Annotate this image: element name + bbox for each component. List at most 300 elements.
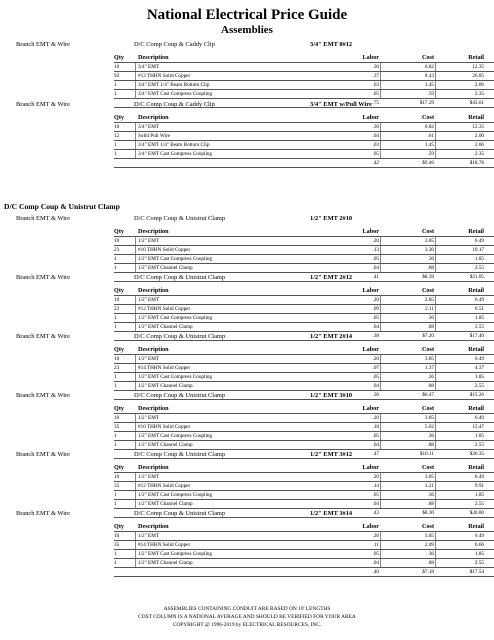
cell-cost: 3.85 — [424, 238, 434, 244]
cell-cost: .88 — [427, 324, 434, 330]
table-row — [114, 149, 494, 158]
cell-retail: 6.49 — [474, 356, 484, 362]
col-labor-header: Labor — [362, 523, 379, 530]
col-retail-header: Retail — [468, 464, 484, 471]
cell-retail: 6.51 — [474, 306, 484, 312]
cell-retail: 1.85 — [474, 433, 484, 439]
col-cost-header: Cost — [421, 287, 434, 294]
cell-cost: 3.85 — [424, 415, 434, 421]
column-divider — [380, 432, 381, 440]
column-divider — [435, 90, 436, 98]
cell-cost: .88 — [427, 265, 434, 271]
table-header-row — [114, 404, 494, 413]
column-divider — [380, 123, 381, 131]
col-cost-header: Cost — [421, 54, 434, 61]
column-divider — [135, 305, 136, 313]
cell-description: 3/4" EMT Cast Compress Coupling — [138, 91, 213, 97]
column-divider — [380, 255, 381, 263]
col-retail-header: Retail — [468, 346, 484, 353]
table-row — [114, 381, 494, 390]
column-divider — [435, 132, 436, 140]
cell-qty: 10 — [114, 238, 120, 244]
cell-retail: 2.00 — [474, 133, 484, 139]
cell-cost: 5.02 — [424, 424, 434, 430]
col-description-header: Description — [138, 523, 169, 530]
total-retail: $20.80 — [469, 510, 484, 516]
table-row — [114, 490, 494, 499]
total-labor: .36 — [372, 392, 379, 398]
total-retail: $15.26 — [469, 392, 484, 398]
cell-labor: .18 — [372, 424, 379, 430]
column-divider — [380, 323, 381, 331]
col-retail-header: Retail — [468, 523, 484, 530]
cell-description: #12 THHN Solid Copper — [138, 483, 191, 489]
cell-description: #10 THHN Solid Copper — [138, 424, 191, 430]
cell-cost: 1.37 — [424, 365, 434, 371]
assembly-name: 1/2" EMT 2#12 — [310, 274, 353, 281]
cell-description: 1/2" EMT Cast Compress Coupling — [138, 374, 213, 380]
col-cost-header: Cost — [421, 114, 434, 121]
cell-qty: 1 — [114, 442, 117, 448]
cell-labor: .20 — [372, 238, 379, 244]
column-divider — [380, 491, 381, 499]
cell-retail: 2.55 — [474, 265, 484, 271]
cell-description: 3/4" EMT — [138, 64, 159, 70]
cell-labor: .05 — [372, 256, 379, 262]
assembly-method: D/C Comp Coup & Unistrut Clamp — [134, 274, 226, 281]
cell-cost: .36 — [427, 315, 434, 321]
cell-cost: 6.82 — [424, 64, 434, 70]
col-qty-header: Qty — [114, 54, 124, 61]
cell-retail: 6.49 — [474, 415, 484, 421]
assembly-category: Branch EMT & Wire — [16, 274, 70, 281]
column-divider — [380, 500, 381, 508]
col-qty-header: Qty — [114, 287, 124, 294]
assembly-category: Branch EMT & Wire — [16, 392, 70, 399]
col-description-header: Description — [138, 228, 169, 235]
cell-labor: .05 — [372, 492, 379, 498]
table-total-row — [114, 567, 494, 577]
cell-qty: 10 — [114, 474, 120, 480]
cell-cost: 3.85 — [424, 297, 434, 303]
column-divider — [135, 432, 136, 440]
table-row — [114, 236, 494, 245]
cell-retail: 6.66 — [474, 542, 484, 548]
cell-retail: 2.55 — [474, 560, 484, 566]
col-qty-header: Qty — [114, 405, 124, 412]
assembly-name: 1/2" EMT 3#10 — [310, 392, 353, 399]
cell-labor: .14 — [372, 483, 379, 489]
column-divider — [435, 541, 436, 549]
cell-qty: 10 — [114, 64, 120, 70]
col-labor-header: Labor — [362, 346, 379, 353]
cell-description: #12 THHN Solid Copper — [138, 73, 191, 79]
col-cost-header: Cost — [421, 405, 434, 412]
cell-cost: .36 — [427, 492, 434, 498]
total-cost: $17.29 — [419, 100, 434, 106]
table-header-row — [114, 345, 494, 354]
cell-retail: 6.49 — [474, 238, 484, 244]
column-divider — [135, 541, 136, 549]
cell-description: 1/2" EMT Channel Clamp — [138, 383, 193, 389]
cell-description: 3/4" EMT 1/4" Beam Bottom Clip — [138, 82, 210, 88]
cell-cost: 1.45 — [424, 142, 434, 148]
cell-retail: 2.06 — [474, 82, 484, 88]
cell-retail: 1.85 — [474, 492, 484, 498]
col-description-header: Description — [138, 114, 169, 121]
col-labor-header: Labor — [362, 114, 379, 121]
assembly-method: D/C Comp Coup & Unistrut Clamp — [134, 215, 226, 222]
cell-qty: 92 — [114, 73, 120, 79]
column-divider — [435, 81, 436, 89]
column-divider — [380, 90, 381, 98]
total-cost: $10.11 — [419, 451, 434, 457]
col-cost-header: Cost — [421, 346, 434, 353]
cell-description: 1/2" EMT — [138, 297, 159, 303]
total-retail: $21.05 — [469, 274, 484, 280]
cell-labor: .30 — [372, 124, 379, 130]
assembly-method: D/C Comp Coup & Unistrut Clamp — [134, 333, 226, 340]
cell-retail: 2.55 — [474, 501, 484, 507]
cell-labor: .13 — [372, 247, 379, 253]
column-divider — [135, 373, 136, 381]
column-divider — [435, 423, 436, 431]
cell-description: 1/2" EMT Cast Compress Coupling — [138, 315, 213, 321]
assembly-table — [114, 522, 494, 577]
cell-labor: .37 — [372, 73, 379, 79]
column-divider — [135, 264, 136, 272]
cell-labor: .04 — [372, 442, 379, 448]
cell-retail: 1.85 — [474, 315, 484, 321]
col-qty-header: Qty — [114, 228, 124, 235]
table-row — [114, 304, 494, 313]
cell-description: #14 THHN Solid Copper — [138, 542, 191, 548]
col-labor-header: Labor — [362, 464, 379, 471]
assembly-category: Branch EMT & Wire — [16, 41, 70, 48]
cell-labor: .11 — [372, 542, 379, 548]
cell-labor: .04 — [372, 501, 379, 507]
cell-cost: .88 — [427, 560, 434, 566]
column-divider — [435, 264, 436, 272]
cell-qty: 10 — [114, 533, 120, 539]
column-divider — [135, 72, 136, 80]
cell-description: 1/2" EMT Channel Clamp — [138, 560, 193, 566]
cell-labor: .05 — [372, 315, 379, 321]
cell-retail: 1.85 — [474, 551, 484, 557]
column-divider — [380, 264, 381, 272]
column-divider — [435, 559, 436, 567]
footer-copyright: COPYRIGHT @ 1996-2019 by ELECTRICAL RESOURCES, INC. — [172, 622, 322, 628]
assembly-category: Branch EMT & Wire — [16, 215, 70, 222]
cell-description: 1/2" EMT — [138, 533, 159, 539]
total-labor: .75 — [372, 100, 379, 106]
assembly-name: 1/2" EMT 2#14 — [310, 333, 353, 340]
table-row — [114, 422, 494, 431]
column-divider — [435, 550, 436, 558]
column-divider — [135, 423, 136, 431]
table-row — [114, 254, 494, 263]
cell-description: 1/2" EMT Channel Clamp — [138, 265, 193, 271]
cell-retail: 1.85 — [474, 256, 484, 262]
table-row — [114, 540, 494, 549]
column-divider — [380, 141, 381, 149]
table-header-row — [114, 463, 494, 472]
total-cost: $8.30 — [422, 510, 434, 516]
cell-cost: .88 — [427, 442, 434, 448]
cell-description: 3/4" EMT Cast Compress Coupling — [138, 151, 213, 157]
cell-cost: .88 — [427, 383, 434, 389]
column-divider — [380, 423, 381, 431]
column-divider — [435, 150, 436, 158]
column-divider — [380, 382, 381, 390]
cell-description: 1/2" EMT Cast Compress Coupling — [138, 433, 213, 439]
column-divider — [435, 255, 436, 263]
col-labor-header: Labor — [362, 287, 379, 294]
cell-retail: 2.55 — [474, 383, 484, 389]
col-description-header: Description — [138, 405, 169, 412]
cell-qty: 1 — [114, 151, 117, 157]
cell-description: 1/2" EMT — [138, 474, 159, 480]
cell-qty: 1 — [114, 91, 117, 97]
column-divider — [135, 441, 136, 449]
cell-qty: 1 — [114, 315, 117, 321]
cell-retail: 2.35 — [474, 91, 484, 97]
cell-description: 1/2" EMT — [138, 415, 159, 421]
cell-description: 1/2" EMT Channel Clamp — [138, 324, 193, 330]
total-retail: $26.35 — [469, 451, 484, 457]
cell-description: 1/2" EMT Cast Compress Coupling — [138, 551, 213, 557]
cell-labor: .20 — [372, 533, 379, 539]
cell-qty: 1 — [114, 492, 117, 498]
total-cost: $8.39 — [422, 274, 434, 280]
col-description-header: Description — [138, 54, 169, 61]
col-qty-header: Qty — [114, 523, 124, 530]
column-divider — [380, 314, 381, 322]
col-qty-header: Qty — [114, 464, 124, 471]
cell-qty: 1 — [114, 256, 117, 262]
table-header-row — [114, 286, 494, 295]
column-divider — [435, 473, 436, 481]
cell-qty: 23 — [114, 247, 120, 253]
assembly-name: 1/2" EMT 3#12 — [310, 451, 353, 458]
column-divider — [135, 90, 136, 98]
column-divider — [380, 246, 381, 254]
cell-cost: .36 — [427, 433, 434, 439]
cell-qty: 10 — [114, 297, 120, 303]
total-retail: $43.61 — [469, 100, 484, 106]
column-divider — [135, 296, 136, 304]
column-divider — [380, 132, 381, 140]
column-divider — [135, 355, 136, 363]
col-labor-header: Labor — [362, 228, 379, 235]
cell-labor: .04 — [372, 133, 379, 139]
table-row — [114, 71, 494, 80]
col-retail-header: Retail — [468, 228, 484, 235]
column-divider — [135, 150, 136, 158]
column-divider — [435, 532, 436, 540]
column-divider — [135, 500, 136, 508]
column-divider — [380, 532, 381, 540]
column-divider — [135, 323, 136, 331]
column-divider — [435, 141, 436, 149]
cell-qty: 35 — [114, 424, 120, 430]
assembly-category: Branch EMT & Wire — [16, 101, 70, 108]
col-cost-header: Cost — [421, 228, 434, 235]
cell-labor: .30 — [372, 64, 379, 70]
table-row — [114, 313, 494, 322]
assembly-name: 1/2" EMT 3#14 — [310, 510, 353, 517]
table-row — [114, 363, 494, 372]
cell-labor: .05 — [372, 91, 379, 97]
column-divider — [380, 355, 381, 363]
total-cost: $7.20 — [422, 333, 434, 339]
cell-qty: 1 — [114, 501, 117, 507]
column-divider — [435, 123, 436, 131]
column-divider — [135, 255, 136, 263]
cell-retail: 10.17 — [472, 247, 484, 253]
cell-retail: 1.85 — [474, 374, 484, 380]
column-divider — [435, 237, 436, 245]
table-row — [114, 322, 494, 331]
cell-cost: 8.43 — [424, 73, 434, 79]
column-divider — [135, 81, 136, 89]
column-divider — [435, 441, 436, 449]
table-row — [114, 440, 494, 449]
column-divider — [380, 364, 381, 372]
column-divider — [135, 491, 136, 499]
table-row — [114, 62, 494, 71]
total-labor: .43 — [372, 510, 379, 516]
col-retail-header: Retail — [468, 54, 484, 61]
assembly-category: Branch EMT & Wire — [16, 510, 70, 517]
column-divider — [435, 500, 436, 508]
column-divider — [435, 63, 436, 71]
cell-retail: 6.49 — [474, 474, 484, 480]
table-row — [114, 531, 494, 540]
cell-description: 1/2" EMT Channel Clamp — [138, 501, 193, 507]
table-row — [114, 245, 494, 254]
assembly-method: D/C Comp Coup & Unistrut Clamp — [134, 510, 226, 517]
column-divider — [380, 296, 381, 304]
cell-labor: .04 — [372, 383, 379, 389]
cell-qty: 1 — [114, 82, 117, 88]
cell-retail: 6.49 — [474, 297, 484, 303]
column-divider — [435, 314, 436, 322]
cell-labor: .03 — [372, 82, 379, 88]
cell-cost: 1.45 — [424, 82, 434, 88]
cell-retail: 26.85 — [472, 73, 484, 79]
cell-labor: .20 — [372, 356, 379, 362]
table-row — [114, 80, 494, 89]
column-divider — [380, 541, 381, 549]
cell-description: 3/4" EMT 1/4" Beam Bottom Clip — [138, 142, 210, 148]
total-labor: .40 — [372, 569, 379, 575]
total-labor: .41 — [372, 274, 379, 280]
column-divider — [435, 373, 436, 381]
cell-labor: .05 — [372, 374, 379, 380]
table-header-row — [114, 227, 494, 236]
col-description-header: Description — [138, 464, 169, 471]
cell-cost: 2.09 — [424, 542, 434, 548]
column-divider — [380, 482, 381, 490]
table-row — [114, 295, 494, 304]
cell-qty: 1 — [114, 383, 117, 389]
column-divider — [435, 482, 436, 490]
cell-labor: .03 — [372, 142, 379, 148]
cell-qty: 1 — [114, 551, 117, 557]
column-divider — [435, 414, 436, 422]
column-divider — [135, 141, 136, 149]
cell-cost: .36 — [427, 551, 434, 557]
cell-retail: 4.37 — [474, 365, 484, 371]
column-divider — [135, 123, 136, 131]
cell-labor: .20 — [372, 297, 379, 303]
table-row — [114, 549, 494, 558]
cell-qty: 1 — [114, 265, 117, 271]
assembly-table — [114, 113, 494, 168]
assembly-method: D/C Comp Coup & Caddy Clip — [134, 101, 215, 108]
col-labor-header: Labor — [362, 54, 379, 61]
cell-cost: .36 — [427, 256, 434, 262]
assembly-category: Branch EMT & Wire — [16, 333, 70, 340]
column-divider — [135, 132, 136, 140]
cell-description: #10 THHN Solid Copper — [138, 247, 191, 253]
column-divider — [135, 364, 136, 372]
cell-labor: .20 — [372, 474, 379, 480]
cell-qty: 1 — [114, 142, 117, 148]
column-divider — [380, 81, 381, 89]
cell-qty: 23 — [114, 365, 120, 371]
total-labor: .47 — [372, 451, 379, 457]
cell-cost: 6.82 — [424, 124, 434, 130]
table-total-row — [114, 158, 494, 168]
column-divider — [435, 364, 436, 372]
table-row — [114, 472, 494, 481]
column-divider — [435, 246, 436, 254]
column-divider — [435, 355, 436, 363]
cell-qty: 35 — [114, 483, 120, 489]
column-divider — [435, 305, 436, 313]
column-divider — [135, 314, 136, 322]
cell-labor: .20 — [372, 415, 379, 421]
column-divider — [380, 414, 381, 422]
table-row — [114, 140, 494, 149]
cell-qty: 10 — [114, 415, 120, 421]
col-cost-header: Cost — [421, 523, 434, 530]
cell-retail: 6.49 — [474, 533, 484, 539]
column-divider — [135, 414, 136, 422]
cell-qty: 35 — [114, 542, 120, 548]
cell-description: 1/2" EMT — [138, 356, 159, 362]
cell-description: 3/4" EMT — [138, 124, 159, 130]
cell-description: 1/2" EMT Cast Compress Coupling — [138, 256, 213, 262]
column-divider — [135, 559, 136, 567]
table-header-row — [114, 53, 494, 62]
cell-qty: 10 — [114, 124, 120, 130]
cell-labor: .04 — [372, 265, 379, 271]
table-row — [114, 263, 494, 272]
cell-retail: 2.06 — [474, 142, 484, 148]
cell-cost: .88 — [427, 501, 434, 507]
table-row — [114, 499, 494, 508]
cell-cost: 3.85 — [424, 533, 434, 539]
total-retail: $17.40 — [469, 333, 484, 339]
col-cost-header: Cost — [421, 464, 434, 471]
column-divider — [380, 559, 381, 567]
column-divider — [435, 323, 436, 331]
table-row — [114, 122, 494, 131]
cell-labor: .04 — [372, 560, 379, 566]
